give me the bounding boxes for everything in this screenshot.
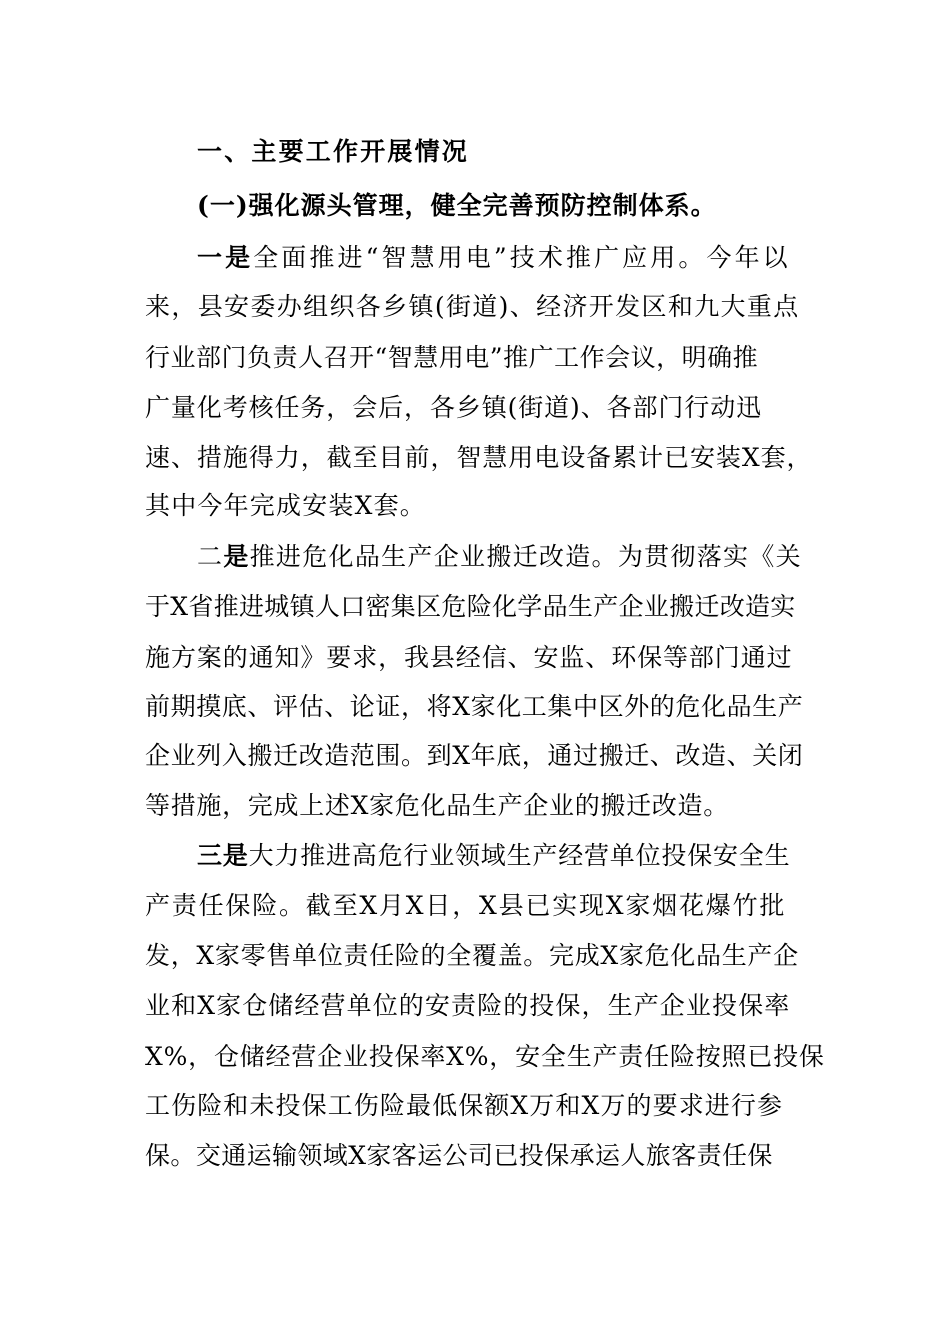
paragraph-2-line-2: 于X省推进城镇人口密集区危险化学品生产企业搬迁改造实 bbox=[145, 592, 796, 621]
paragraph-lead: 一是 bbox=[197, 243, 254, 272]
paragraph-3-line-3: 发，X家零售单位责任险的全覆盖。完成X家危化品生产企 bbox=[145, 941, 799, 970]
paragraph-1-line-5: 速、措施得力，截至目前，智慧用电设备累计已安装X套， bbox=[145, 443, 813, 472]
paragraph-text: 全面推进“智慧用电”技术推广应用。今年以 bbox=[253, 243, 791, 272]
paragraph-1-line-6: 其中今年完成安装X套。 bbox=[145, 491, 426, 520]
paragraph-3-line-2: 产责任保险。截至X月X日，X县已实现X家烟花爆竹批 bbox=[145, 891, 787, 920]
paragraph-prefix: 二 bbox=[197, 542, 224, 571]
paragraph-2-line-5: 企业列入搬迁改造范围。到X年底，通过搬迁、改造、关闭 bbox=[145, 741, 804, 770]
section-heading: 一、主要工作开展情况 bbox=[197, 137, 470, 166]
paragraph-text: 推进危化品生产企业搬迁改造。为贯彻落实《关 bbox=[249, 542, 802, 571]
paragraph-2-line-4: 前期摸底、评估、论证，将X家化工集中区外的危化品生产 bbox=[145, 692, 804, 721]
paragraph-3-line-4: 业和X家仓储经营单位的安责险的投保，生产企业投保率 bbox=[145, 991, 791, 1020]
subsection-heading: (一)强化源头管理，健全完善预防控制体系。 bbox=[197, 191, 717, 220]
paragraph-2-line-1 bbox=[197, 539, 802, 575]
paragraph-1-line-2: 来，县安委办组织各乡镇(街道)、经济开发区和九大重点 bbox=[145, 292, 800, 321]
paragraph-1-line-4: 广量化考核任务，会后，各乡镇(街道)、各部门行动迅 bbox=[145, 393, 763, 422]
paragraph-2-line-3: 施方案的通知》要求，我县经信、安监、环保等部门通过 bbox=[145, 643, 793, 672]
paragraph-3-line-5: X%，仓储经营企业投保率X%，安全生产责任险按照已投保 bbox=[145, 1042, 825, 1071]
paragraph-3-line-7: 保。交通运输领域X家客运公司已投保承运人旅客责任保 bbox=[145, 1141, 773, 1170]
paragraph-1-line-3: 行业部门负责人召开“智慧用电”推广工作会议，明确推 bbox=[145, 343, 759, 372]
paragraph-text: 大力推进高危行业领域生产经营单位投保安全生 bbox=[248, 841, 791, 870]
paragraph-3-line-6: 工伤险和未投保工伤险最低保额X万和X万的要求进行参 bbox=[145, 1091, 784, 1120]
paragraph-3-line-1 bbox=[197, 838, 790, 874]
paragraph-lead: 是 bbox=[223, 542, 250, 571]
paragraph-2-line-6: 等措施，完成上述X家危化品生产企业的搬迁改造。 bbox=[145, 791, 729, 820]
paragraph-1-line-1 bbox=[197, 240, 791, 276]
paragraph-lead: 三是 bbox=[197, 841, 249, 870]
